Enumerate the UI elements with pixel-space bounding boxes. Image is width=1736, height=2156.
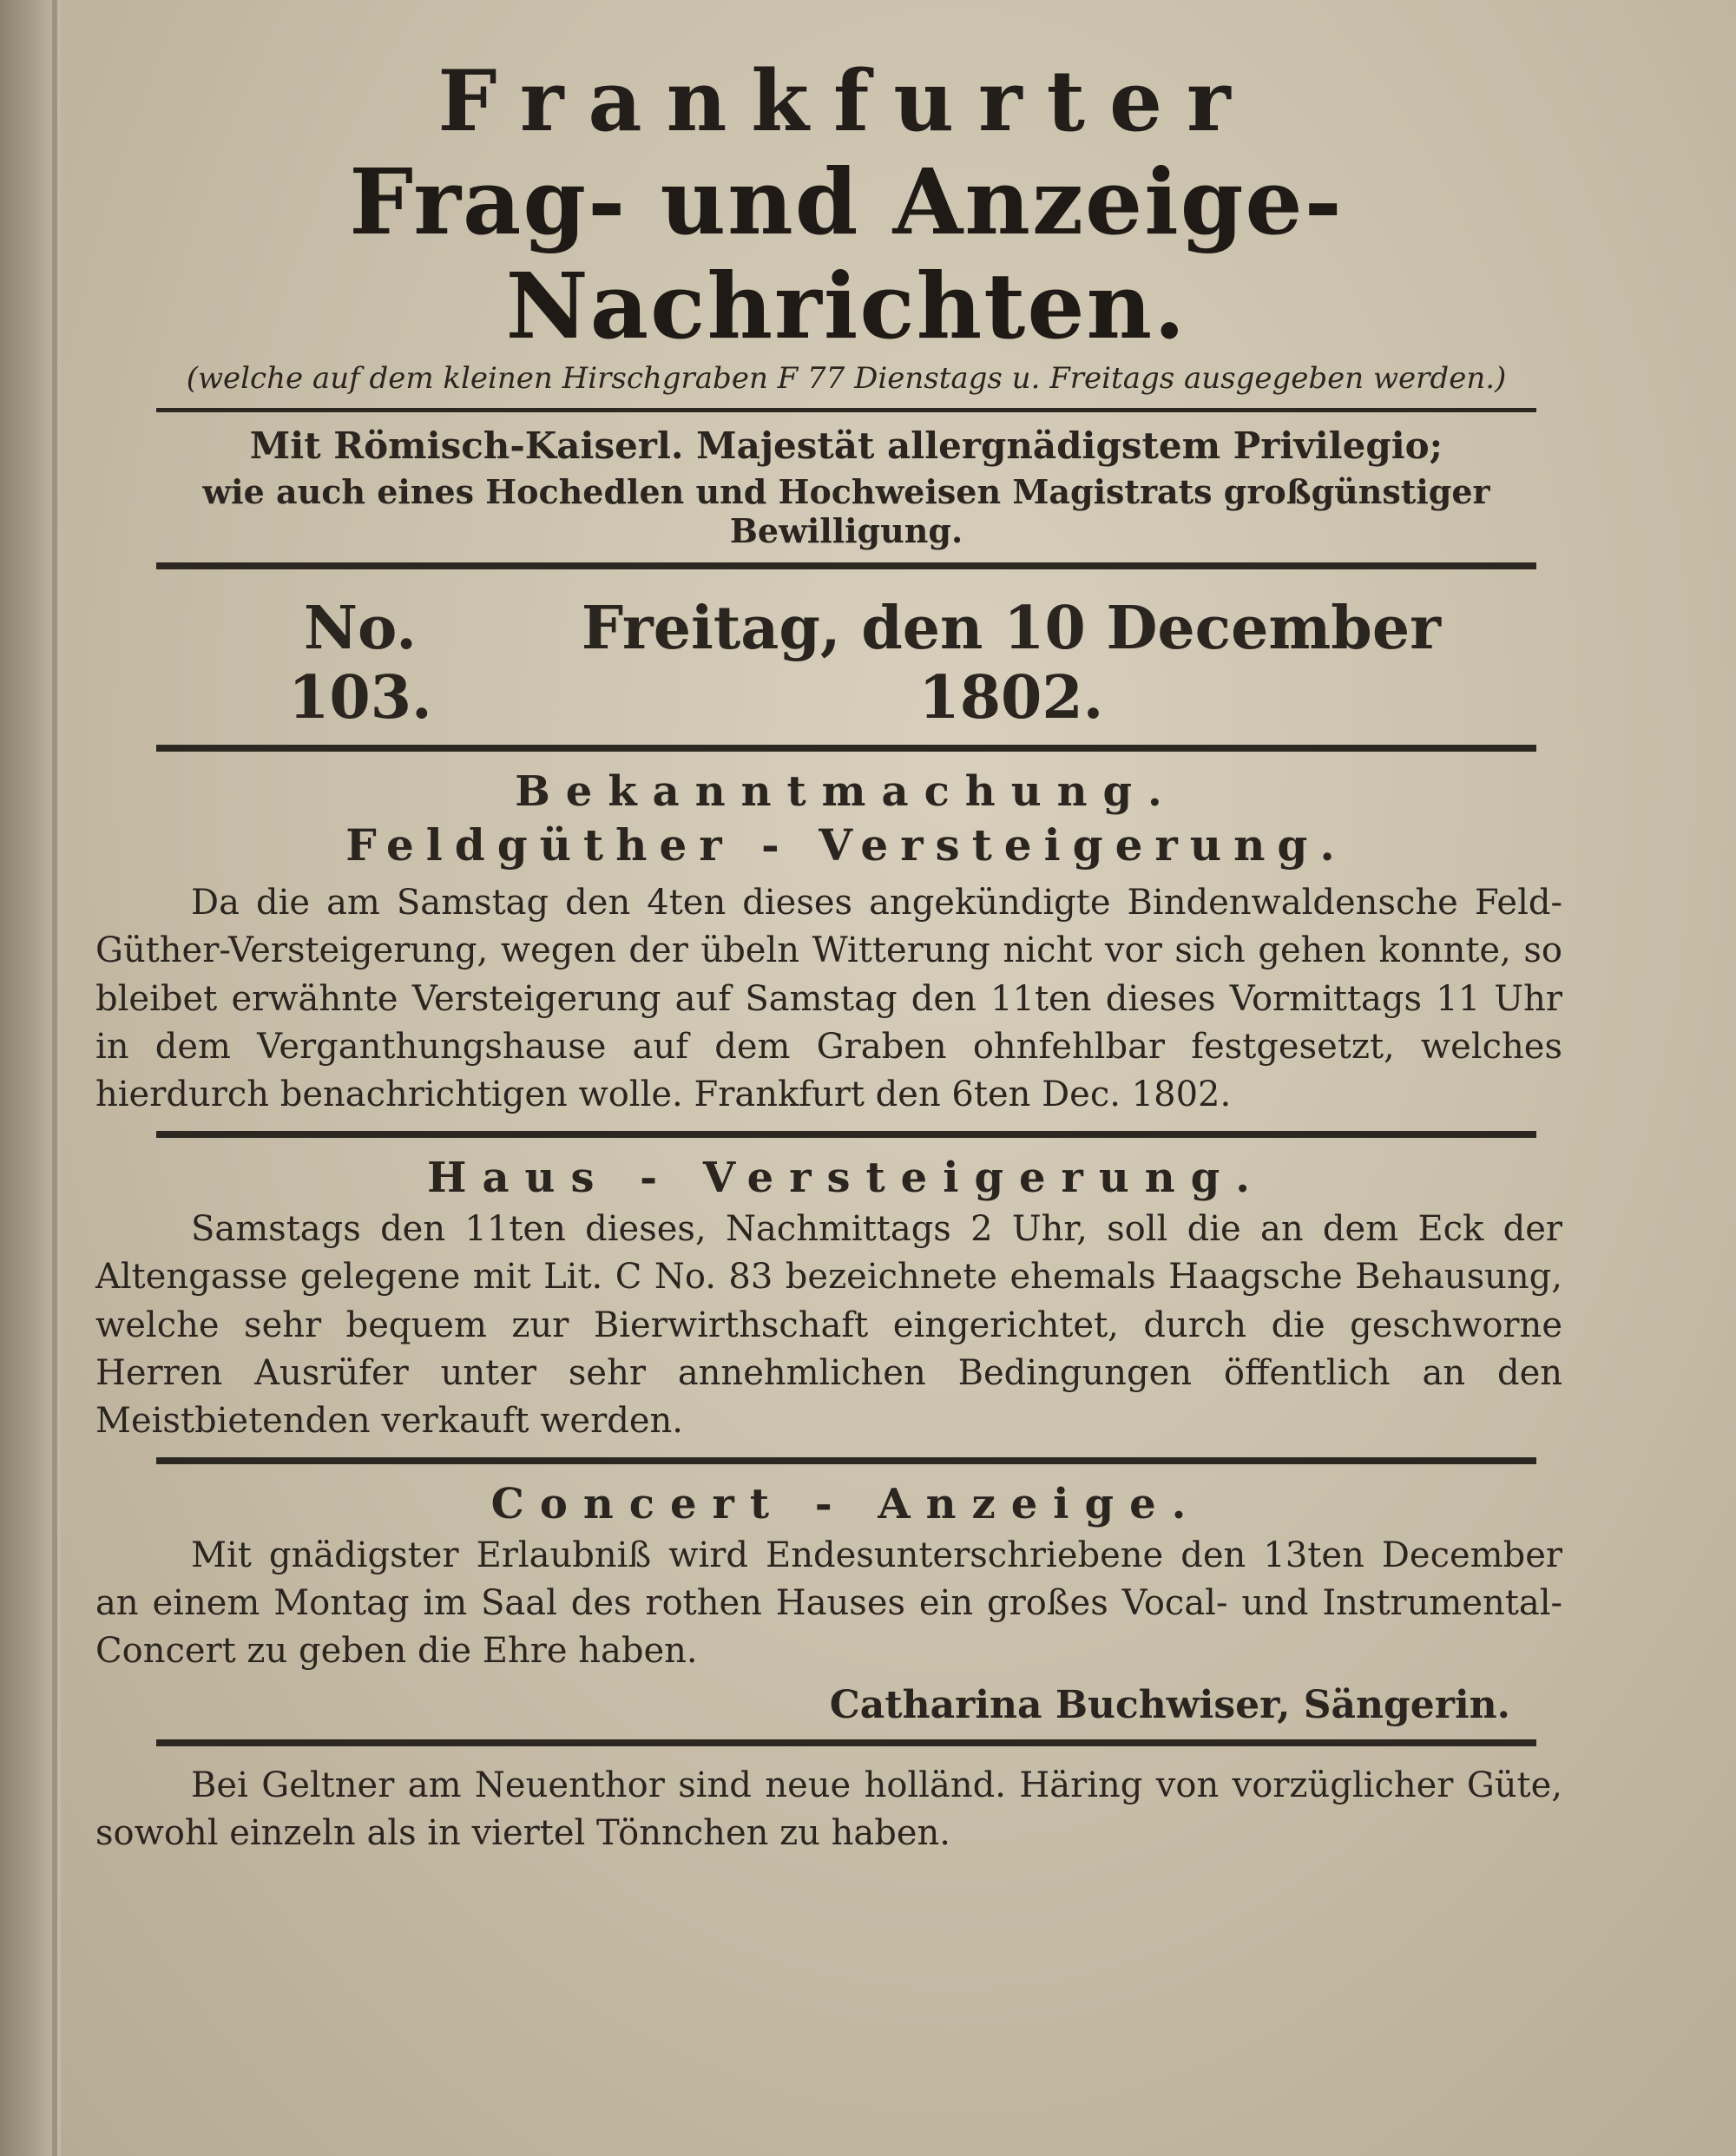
divider-rule: [156, 1131, 1536, 1138]
divider-rule: [156, 1739, 1536, 1746]
divider-rule: [156, 562, 1536, 569]
divider-rule: [156, 1457, 1536, 1464]
notice-text: Da die am Samstag den 4ten dieses angekündigte Bindenwaldensche Feld-Güther-Versteigerung, wegen der übeln Witterung nicht vor sich gehen konnte, so bleibet erwähnte Versteigerung auf Samstag den 11ten dieses Vormittags 11 Uhr in dem Verganthungshause auf dem Graben ohnfehlbar festgesetzt, welches hierdurch benachrichtigen wolle. Frankfurt den 6ten Dec. 1802.: [95, 883, 1562, 1114]
notice-concert: [95, 1480, 1597, 1727]
masthead-title-line2: Frag- und Anzeige-Nachrichten.: [349, 148, 1344, 359]
divider-rule: [156, 745, 1536, 752]
notice-subheading: Feldgüther - Versteigerung.: [345, 819, 1347, 871]
notice-heading: Bekanntmachung.: [515, 767, 1178, 817]
notice-house-auction: [95, 1154, 1597, 1445]
privilege-line-1: Mit Römisch-Kaiserl. Majestät allergnädigstem Privilegio;: [249, 424, 1443, 468]
notice-text: Bei Geltner am Neuenthor sind neue holländ. Häring von vorzüglicher Güte, sowohl einzeln als in viertel Tönnchen zu haben.: [95, 1765, 1562, 1853]
masthead-subtitle: (welche auf dem kleinen Hirschgraben F 77 Dienstags u. Freitags ausgegeben werden.): [186, 361, 1507, 397]
notice-herring: [95, 1762, 1597, 1857]
notice-heading: Concert - Anzeige.: [490, 1480, 1202, 1529]
page-content: [95, 43, 1597, 1857]
notice-heading: Haus - Versteigerung.: [427, 1154, 1266, 1203]
notice-signature: Catharina Buchwiser, Sängerin.: [829, 1682, 1510, 1727]
notice-announcement: [95, 767, 1597, 1119]
issue-number: No. 103.: [288, 594, 432, 733]
masthead-title-line1: Frankfurter: [437, 52, 1255, 150]
divider-rule: [156, 408, 1536, 412]
page-fold: [52, 0, 57, 2156]
issue-line: [95, 594, 1597, 733]
notice-text: Samstags den 11ten dieses, Nachmittags 2 Uhr, soll die an dem Eck der Altengasse gelegene mit Lit. C No. 83 bezeichnete ehemals Haagsche Behausung, welche sehr bequem zur Bierwirthschaft eingerichtet, durch die geschworne Herren Ausrüfer unter sehr annehmlichen Bedingungen öffentlich an den Meistbietenden verkauft werden.: [95, 1209, 1562, 1441]
issue-date: Freitag, den 10 December 1802.: [581, 594, 1441, 733]
notice-text: Mit gnädigster Erlaubniß wird Endesunterschriebene den 13ten December an einem Montag im Saal des rothen Hauses ein großes Vocal- und Instrumental-Concert zu geben die Ehre haben.: [95, 1535, 1562, 1672]
privilege-line-2: wie auch eines Hochedlen und Hochweisen Magistrats großgünstiger Bewilligung.: [202, 472, 1490, 551]
